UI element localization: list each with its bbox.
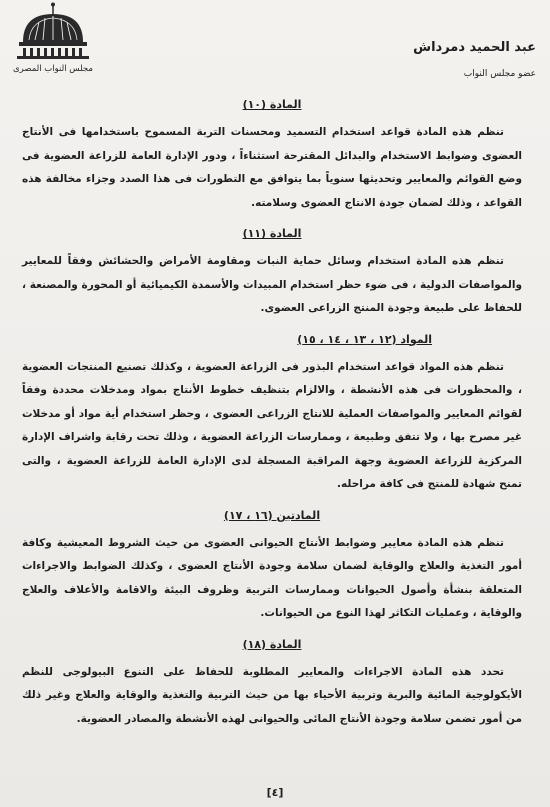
article-text: تنظم هذه المواد قواعد استخدام البذور فى الزراعة العضوية ، وكذلك تصنيع المنتجات العضوية ، والمحظورات فى هذه الأنشطة ، والالزام بتنظيف خطوط الأنتاج بمواد ومدخلات محددة وفقاً لقوائم المعايير والمواصفات العملية للانتاج الزراعى العضوى ، وحظر استخدام أية مواد أو مدخلات غير مصرح بها ، ولا تتفق وطبيعة ، وممارسات الزراعة العضوية ، وذلك تحت رقابة واشراف الإدارة المركزية للزراعة العضوية وجهة المراقبة المسجلة لدى الإدارة العامة للزراعة العضوية ، والتى تمنح شهادة للمنتج فى كافة مراحله.	[22, 360, 522, 490]
article-10	[22, 98, 522, 215]
parliament-dome-logo-icon	[15, 2, 91, 60]
member-name: عبد الحميد دمرداش	[413, 40, 536, 55]
article-text: تنظم هذه المادة قواعد استخدام التسميد ومحسنات التربة المسموح باستخدامها فى الأنتاج العضوى وضوابط الاستخدام والبدائل المقترحة استثناءاً ، ودور الإدارة العامة للزراعة العضوية فى وضع القوائم والمعايير وتحديثها سنوياً بما يتوافق مع التطورات فى هذا الصدد وجزاء مخالفة هذه القواعد ، وذلك لضمان جودة الانتاج العضوى وسلامته.	[22, 126, 522, 209]
articles-16-17	[22, 509, 522, 626]
article-text: تنظم هذه المادة استخدام وسائل حماية النبات ومقاومة الأمراض والحشائش وفقاً للمعايير والمواصفات الدولية ، فى ضوء حظر استخدام المبيدات والأسمدة الكيميائية أو المحورة والمصنعة ، للحفاظ على طبيعة وجودة المنتج الزراعى العضوى.	[22, 255, 522, 314]
council-header	[8, 2, 98, 74]
article-title: المواد (١٢ ، ١٣ ، ١٤ ، ١٥)	[297, 332, 432, 346]
article-11	[22, 227, 522, 321]
article-text: تنظم هذه المادة معايير وضوابط الأنتاج الحيوانى العضوى من حيث الشروط المعيشية وكافة أمور التغذية والعلاج والوقاية لضمان سلامة وجودة الأنتاج العضوى ، وكذلك الضوابط والاجراءات المتعلقة بنشأة وأصول الحيوانات وممارسات التربية وظروف البيئة والاقامة والأعلاف والعلاج والوقاية ، وعمليات التكاثر لهذا النوع من الحيوانات.	[22, 536, 522, 619]
council-name: مجلس النواب المصرى	[13, 64, 93, 74]
member-role: عضو مجلس النواب	[463, 69, 536, 79]
article-title: المادة (١٨)	[242, 637, 302, 651]
article-text: تحدد هذه المادة الاجراءات والمعايير المطلوبة للحفاظ على التنوع البيولوجى للنظم الأيكولوجية المائية والبرية وتربية الأحياء بها من حيث التربية والتغذية والوقاية والعلاج وغير ذلك من أمور تضمن سلامة وجودة الأنتاج المائى والحيوانى لهذه الأنشطة والمصادر العضوية.	[22, 665, 522, 725]
article-title: المادة (١٠)	[242, 98, 302, 111]
member-header	[376, 40, 536, 79]
articles-12-15	[22, 333, 522, 497]
article-title: المادة (١١)	[242, 227, 302, 240]
page-number: [٤]	[266, 786, 284, 799]
document-body	[22, 98, 522, 743]
article-18	[22, 638, 522, 732]
article-title: المادتين (١٦ ، ١٧)	[223, 508, 321, 522]
